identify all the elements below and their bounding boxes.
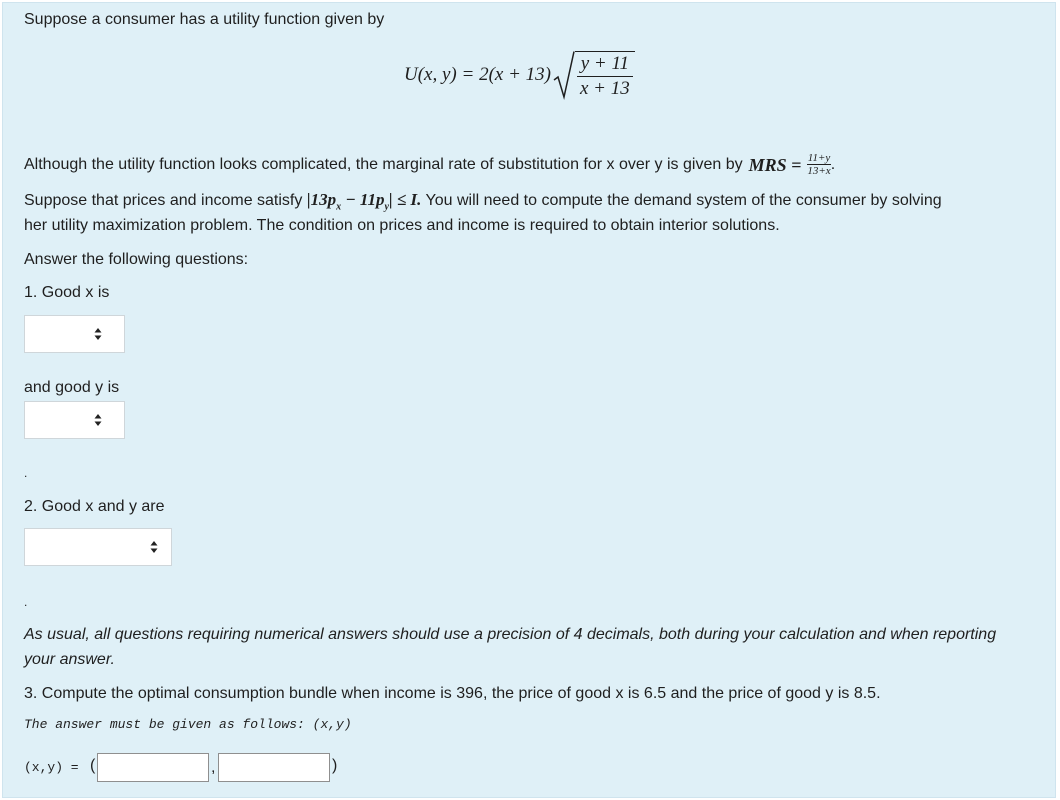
equation-lhs: U(x, y) = 2(x + 13) xyxy=(404,64,551,85)
separator-dot-2: . xyxy=(24,595,28,609)
and-good-y-text: and good y is xyxy=(24,379,120,396)
prices-post: You will need to compute the demand system of the consumer by solving xyxy=(425,192,942,209)
mrs-numerator: 11+y xyxy=(807,152,831,164)
sub-x: x xyxy=(336,201,342,213)
intro-text: Suppose a consumer has a utility function given by xyxy=(24,11,385,28)
answer-label: (x,y) = xyxy=(24,760,79,775)
mrs-period: . xyxy=(830,155,836,173)
mrs-sentence xyxy=(24,152,835,177)
radical-sign-icon xyxy=(553,50,575,100)
prices-line-1 xyxy=(24,190,942,217)
close-paren: ) xyxy=(332,757,338,774)
y-answer-input[interactable] xyxy=(218,753,330,782)
sub-y: y xyxy=(384,201,389,213)
fraction-denominator: x + 13 xyxy=(579,78,630,100)
goods-relation-select[interactable] xyxy=(24,528,172,566)
sqrt-expression xyxy=(553,50,635,100)
utility-equation xyxy=(404,48,635,102)
up-down-arrows-icon xyxy=(94,327,102,341)
answer-following: Answer the following questions: xyxy=(24,251,249,268)
mrs-label: MRS = xyxy=(748,154,802,175)
mrs-denominator: 13+x xyxy=(807,165,831,177)
cond-le-i: | ≤ I. xyxy=(388,190,422,209)
good-y-select[interactable] xyxy=(24,401,125,439)
good-x-select[interactable] xyxy=(24,315,125,353)
up-down-arrows-icon xyxy=(150,540,158,554)
format-note: The answer must be given as follows: (x,y) xyxy=(24,717,352,732)
precision-note-line-1: As usual, all questions requiring numerical answers should use a precision of 4 decimals, both during your calculation and when reporting xyxy=(24,626,997,643)
fraction-numerator: y + 11 xyxy=(580,53,630,74)
question-1: 1. Good x is xyxy=(24,284,110,301)
x-answer-input[interactable] xyxy=(97,753,209,782)
cond-13p: |13p xyxy=(306,190,337,209)
up-down-arrows-icon xyxy=(94,413,102,427)
question-panel xyxy=(2,2,1056,798)
open-paren: ( xyxy=(90,757,96,774)
question-3: 3. Compute the optimal consumption bundle when income is 396, the price of good x is 6.5 and the price of good y is 8.5. xyxy=(24,685,881,702)
prices-condition xyxy=(306,190,422,213)
question-2: 2. Good x and y are xyxy=(24,498,165,515)
precision-note-line-2: your answer. xyxy=(24,651,115,668)
mrs-fraction xyxy=(807,152,830,177)
comma-separator: , xyxy=(211,759,216,776)
cond-11p: − 11p xyxy=(341,190,385,209)
prices-pre: Suppose that prices and income satisfy xyxy=(24,192,303,209)
separator-dot-1: . xyxy=(24,466,28,480)
prices-line-2: her utility maximization problem. The condition on prices and income is required to obtain interior solutions. xyxy=(24,217,780,234)
mrs-text: Although the utility function looks complicated, the marginal rate of substitution for x over y is given by xyxy=(24,155,743,173)
